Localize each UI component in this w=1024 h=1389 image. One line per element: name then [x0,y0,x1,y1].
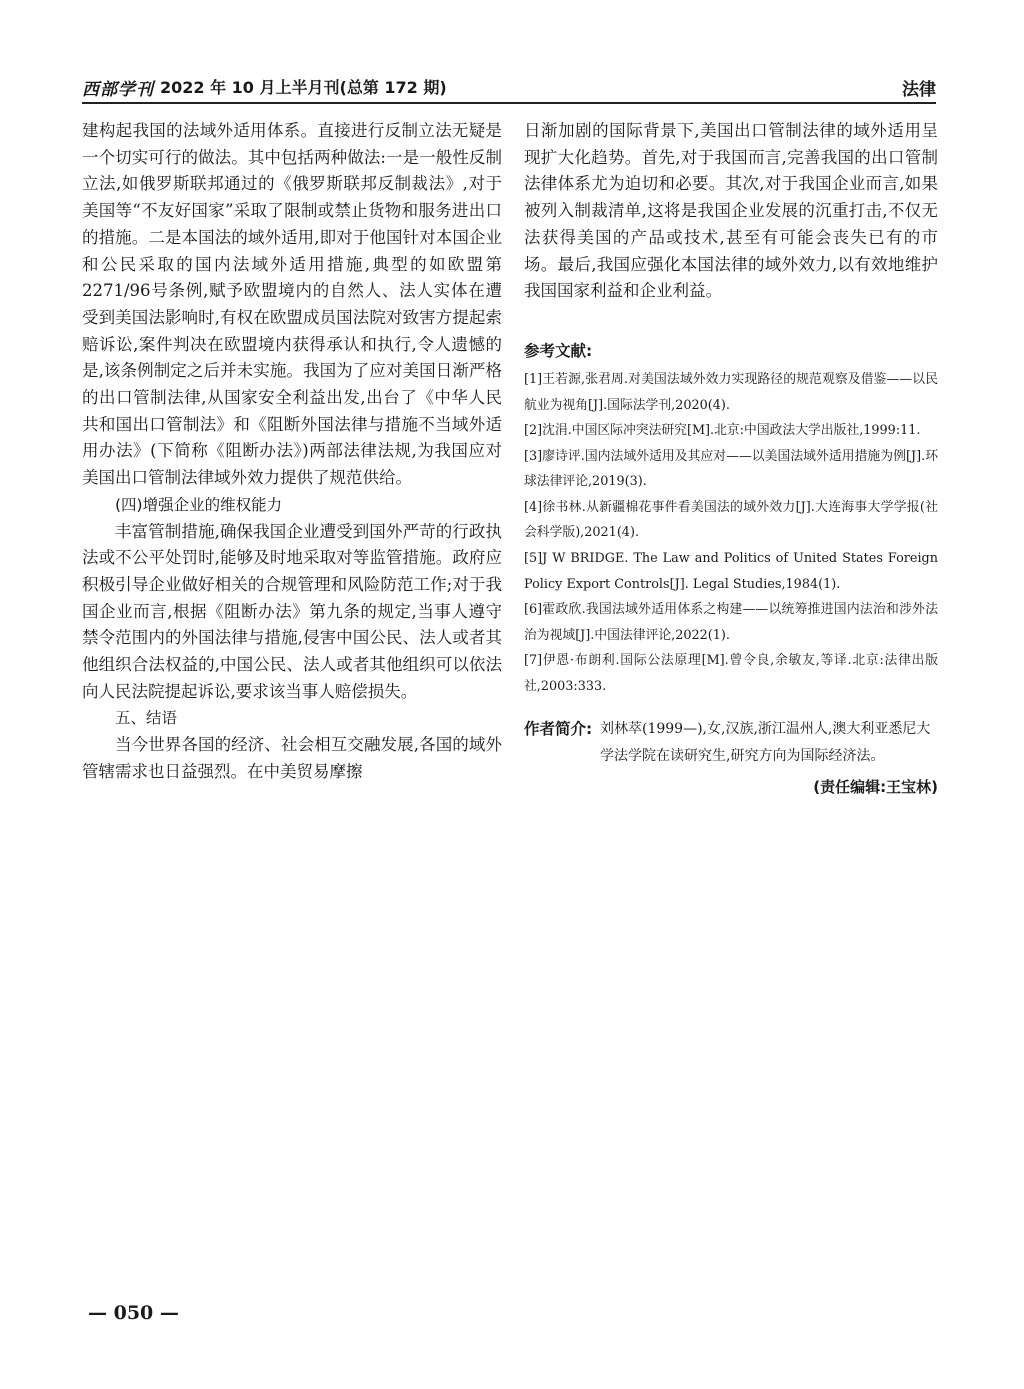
header-divider [82,102,936,104]
references-list [524,367,938,700]
references-heading: 参考文献: [524,341,593,360]
section-name: 法律 [902,80,936,100]
body-paragraph: 建构起我国的法域外适用体系。直接进行反制立法无疑是一个切实可行的做法。其中包括两种做法:一是一般性反制立法,如俄罗斯联邦通过的《俄罗斯联邦反制裁法》,对于美国等“不友好国家”采取了限制或禁止货物和服务进出口的措施。二是本国法的域外适用,即对于他国针对本国企业和公民采取的国内法域外适用措施,典型的如欧盟第2271/96号条例,赋予欧盟境内的自然人、法人实体在遭受到美国法影响时,有权在欧盟成员国法院对致害方提起索赔诉讼,案件判决在欧盟境内获得承认和执行,令人遗憾的是,该条例制定之后并未实施。我国为了应对美国日渐严格的出口管制法律,从国家安全利益出发,出台了《中华人民共和国出口管制法》和《阻断外国法律与措施不当域外适用办法》(下简称《阻断办法》)两部法律法规,为我国应对美国出口管制法律域外效力提供了规范供给。 [82,121,502,488]
body-paragraph: 当今世界各国的经济、社会相互交融发展,各国的域外管辖需求也日益强烈。在中美贸易摩擦 [82,735,502,781]
body-paragraph: 丰富管制措施,确保我国企业遭受到国外严苛的行政执法或不公平处罚时,能够及时地采取对等监管措施。政府应积极引导企业做好相关的合规管理和风险防范工作;对于我国企业而言,根据《阻断办法》第九条的规定,当事人遵守禁令范围内的外国法律与措施,侵害中国公民、法人或者其他组织合法权益的,中国公民、法人或者其他组织可以依法向人民法院提起诉讼,要求该当事人赔偿损失。 [82,521,502,701]
right-column [524,118,938,800]
author-label: 作者简介: [524,719,593,738]
reference-item: [3]廖诗评.国内法域外适用及其应对——以美国法域外适用措施为例[J].环球法律评论,2019(3). [524,448,938,490]
author-info [524,716,938,770]
page-header [82,72,936,102]
section-heading-conclusion: 五、结语 [115,709,178,728]
reference-item: [5]J W BRIDGE. The Law and Politics of United States Foreign Policy Export Controls[J]. Legal Studies,1984(1). [524,551,938,592]
body-paragraph: 日渐加剧的国际背景下,美国出口管制法律的域外适用呈现扩大化趋势。首先,对于我国而言,完善我国的出口管制法律体系尤为迫切和必要。其次,对于我国企业而言,如果被列入制裁清单,这将是我国企业发展的沉重打击,不仅无法获得美国的产品或技术,甚至有可能会丧失已有的市场。最后,我国应强化本国法律的域外效力,以有效地维护我国国家利益和企业利益。 [524,121,938,301]
journal-logo: 西部学刊 [82,80,154,100]
author-bio: 刘林萃(1999—),女,汉族,浙江温州人,澳大利亚悉尼大学法学院在读研究生,研究方向为国际经济法。 [600,720,931,764]
reference-item: [2]沈涓.中国区际冲突法研究[M].北京:中国政法大学出版社,1999:11. [524,423,921,439]
section-subheading: (四)增强企业的维权能力 [115,495,283,514]
reference-item: [7]伊恩·布朗利.国际公法原理[M].曾令良,余敏友,等译.北京:法律出版社,2003:333. [524,653,938,695]
reference-item: [1]王若源,张君周.对美国法域外效力实现路径的规范观察及借鉴——以民航业为视角[J].国际法学刊,2020(4). [524,371,938,413]
page-number: — 050 — [88,1302,179,1324]
responsible-editor: (责任编辑:王宝林) [813,777,938,796]
reference-item: [4]徐书林.从新疆棉花事件看美国法的域外效力[J].大连海事大学学报(社会科学版),2021(4). [524,499,938,541]
left-column [82,118,502,786]
reference-item: [6]霍政欣.我国法域外适用体系之构建——以统筹推进国内法治和涉外法治为视域[J].中国法律评论,2022(1). [524,602,938,643]
issue-info: 2022 年 10 月上半月刊(总第 172 期) [160,78,447,97]
